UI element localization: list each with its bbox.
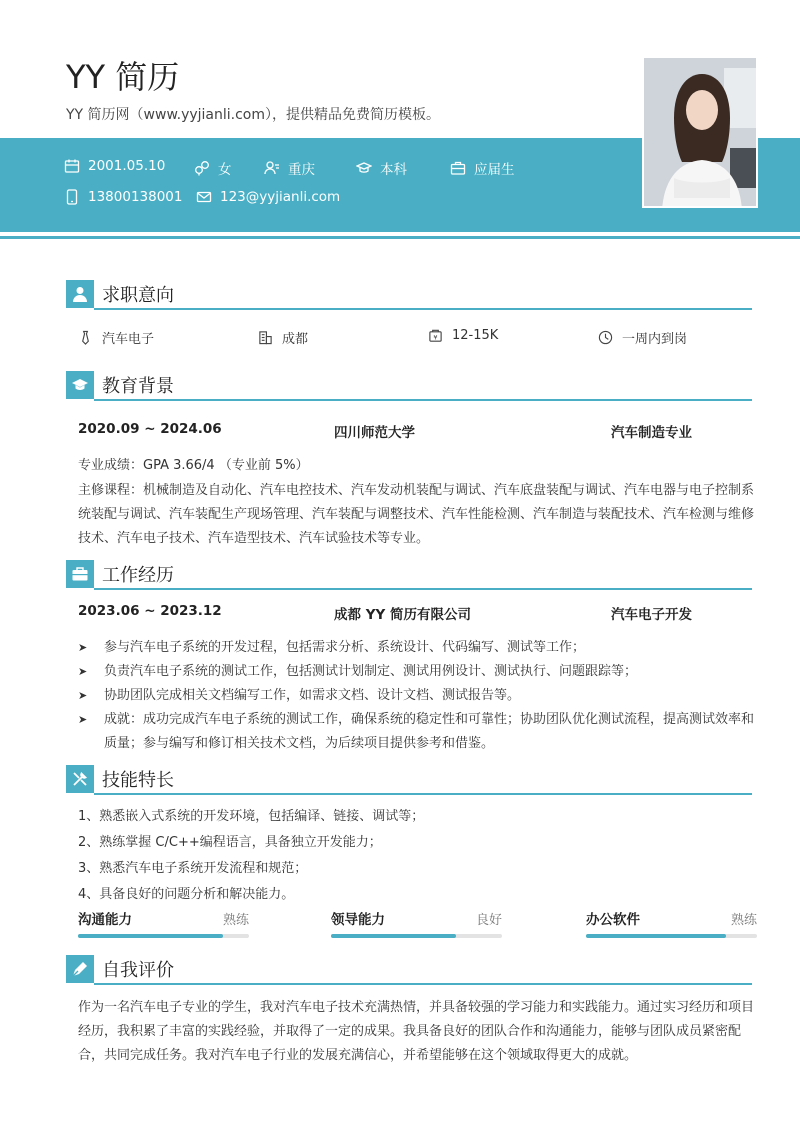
list-item: ➤ 参与汽车电子系统的开发过程，包括需求分析、系统设计、代码编写、测试等工作； xyxy=(78,636,754,660)
intent-position: 汽车电子 xyxy=(78,328,154,347)
user-icon xyxy=(71,285,89,303)
section-header-work xyxy=(66,560,752,590)
wallet-icon xyxy=(428,328,443,343)
section-title-intent: 求职意向 xyxy=(102,285,174,306)
education-gpa: 专业成绩：GPA 3.66/4 （专业前 5%） xyxy=(78,458,309,473)
birth-value: 2001.05.10 xyxy=(88,158,166,174)
list-item: 1、熟悉嵌入式系统的开发环境，包括编译、链接、调试等； xyxy=(78,809,425,824)
tools-icon xyxy=(71,770,89,788)
status-value: 应届生 xyxy=(474,162,515,178)
skill-bar-fill xyxy=(78,934,223,938)
profile-photo xyxy=(642,56,758,208)
work-title: 汽车电子开发 xyxy=(611,607,692,623)
section-header-intent xyxy=(66,280,752,310)
skill-bar-fill xyxy=(331,934,456,938)
svg-text:¥: ¥ xyxy=(433,333,438,342)
briefcase-icon xyxy=(71,565,89,583)
mail-icon xyxy=(196,189,212,205)
intent-arrival: 一周内到岗 xyxy=(598,328,687,347)
list-item: 3、熟悉汽车电子系统开发流程和规范； xyxy=(78,861,308,876)
resume-name: YY 简历 xyxy=(66,58,180,96)
info-status xyxy=(450,158,515,178)
intent-salary: ¥ 12-15K xyxy=(428,328,498,343)
section-title-work: 工作经历 xyxy=(102,565,174,586)
location-value: 重庆 xyxy=(288,162,315,178)
list-item: ➤ 负责汽车电子系统的测试工作，包括测试计划制定、测试用例设计、测试执行、问题跟踪等； xyxy=(78,660,754,684)
tie-icon xyxy=(78,330,93,345)
info-phone xyxy=(64,189,182,205)
section-header-education xyxy=(66,371,752,401)
info-gender xyxy=(194,158,232,178)
building-icon xyxy=(258,330,273,345)
work-period: 2023.06 ~ 2023.12 xyxy=(78,603,222,619)
briefcase-icon xyxy=(450,160,466,176)
person-icon xyxy=(264,160,280,176)
education-courses: 主修课程：机械制造及自动化、汽车电控技术、汽车发动机装配与调试、汽车底盘装配与调试、汽车电器与电子控制系统装配与调试、汽车装配生产现场管理、汽车装配与调整技术、汽车性能检测、汽车制造与装配技术、汽车检测与维修技术、汽车电子技术、汽车造型技术、汽车试验技术等专业。 xyxy=(78,483,755,546)
education-school: 四川师范大学 xyxy=(334,425,415,441)
gender-value: 女 xyxy=(218,162,232,178)
work-bullets xyxy=(78,636,754,756)
self-evaluation: 作为一名汽车电子专业的学生，我对汽车电子技术充满热情，并具备较强的学习能力和实践能力。通过实习经历和项目经历，我积累了丰富的实践经验，并取得了一定的成果。我具备良好的团队合作和沟通能力，能够与团队成员紧密配合，共同完成任务。我对汽车电子行业的发展充满信心，并希望能够在这个领域取得更大的成就。 xyxy=(78,1000,755,1063)
education-value: 本科 xyxy=(380,162,407,178)
phone-value: 13800138001 xyxy=(88,189,183,205)
portrait-illustration xyxy=(644,58,758,208)
education-major: 汽车制造专业 xyxy=(611,425,692,441)
section-title-skills: 技能特长 xyxy=(102,770,174,791)
info-education xyxy=(356,158,407,178)
list-item: 4、具备良好的问题分析和解决能力。 xyxy=(78,887,295,902)
section-header-self xyxy=(66,955,752,985)
calendar-icon xyxy=(64,158,80,174)
gender-icon xyxy=(194,160,210,176)
skill-bar-fill xyxy=(586,934,726,938)
email-value: 123@yyjianli.com xyxy=(220,189,341,205)
band-underline xyxy=(0,236,800,239)
list-item: 2、熟练掌握 C/C++编程语言，具备独立开发能力； xyxy=(78,835,382,850)
work-company: 成都 YY 简历有限公司 xyxy=(334,607,471,623)
section-title-education: 教育背景 xyxy=(102,376,174,397)
phone-icon xyxy=(64,189,80,205)
graduation-cap-icon xyxy=(356,160,372,176)
skill-bar-office: 办公软件 熟练 xyxy=(586,908,757,928)
intent-city: 成都 xyxy=(258,328,308,347)
skill-bar-leadership: 领导能力 良好 xyxy=(331,908,502,928)
pen-icon xyxy=(71,960,89,978)
info-location xyxy=(264,158,315,178)
info-birth xyxy=(64,158,165,174)
list-item: ➤ 协助团队完成相关文档编写工作，如需求文档、设计文档、测试报告等。 xyxy=(78,684,754,708)
section-title-self: 自我评价 xyxy=(102,960,174,981)
list-item: ➤ 成就：成功完成汽车电子系统的测试工作，确保系统的稳定性和可靠性；协助团队优化测试流程，提高测试效率和质量；参与编写和修订相关技术文档，为后续项目提供参考和借鉴。 xyxy=(78,708,754,756)
education-period: 2020.09 ~ 2024.06 xyxy=(78,421,222,437)
section-header-skills xyxy=(66,765,752,795)
skill-bar-communication: 沟通能力 熟练 xyxy=(78,908,249,928)
graduation-cap-icon xyxy=(71,376,89,394)
resume-tagline: YY 简历网（www.yyjianli.com），提供精品免费简历模板。 xyxy=(66,107,440,123)
info-email xyxy=(196,189,340,205)
clock-icon xyxy=(598,330,613,345)
skills-list xyxy=(78,804,754,908)
